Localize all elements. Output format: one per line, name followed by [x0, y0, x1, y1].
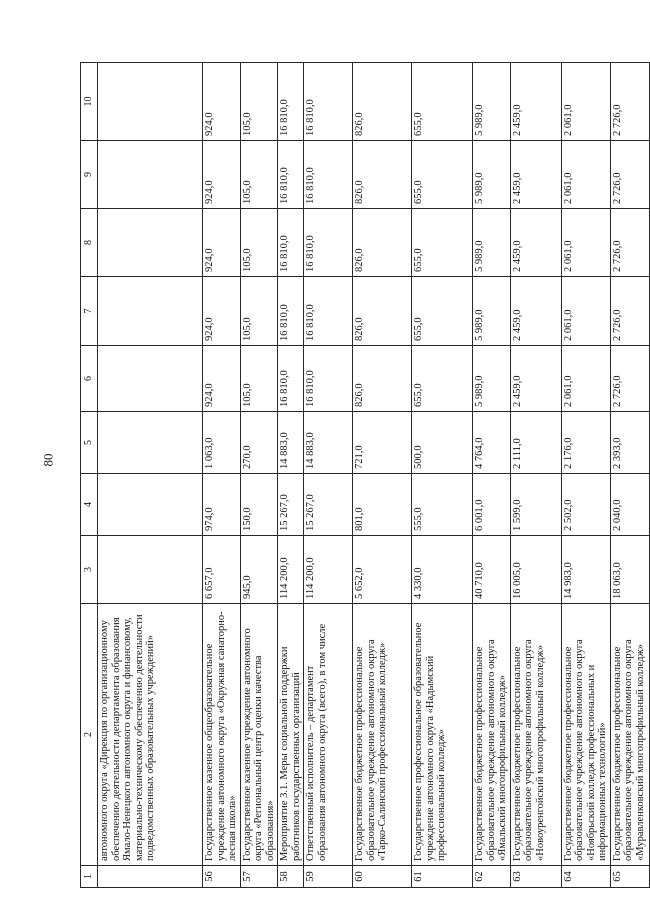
- cell-col6: 2 061,0: [561, 346, 610, 412]
- cell-col10: 2 459,0: [510, 63, 561, 141]
- cell-col3: [98, 536, 203, 604]
- row-name: Государственное бюджетное профессиональное образовательное учреждение автономного округа «Муравленковский многопрофильный колледж»: [610, 604, 649, 866]
- cell-col9: 2 459,0: [510, 141, 561, 209]
- cell-col6: 826,0: [353, 346, 412, 412]
- row-number: 58: [278, 866, 304, 888]
- cell-col9: 2 061,0: [561, 141, 610, 209]
- cell-col10: 826,0: [353, 63, 412, 141]
- cell-col4: 2 502,0: [561, 474, 610, 536]
- cell-col7: 5 989,0: [473, 277, 511, 346]
- cell-col3: 14 983,0: [561, 536, 610, 604]
- cell-col10: 655,0: [412, 63, 473, 141]
- cell-col3: 114 200,0: [304, 536, 353, 604]
- table-row: [203, 63, 241, 888]
- cell-col8: 2 459,0: [510, 209, 561, 277]
- header-cell: 2: [81, 604, 98, 866]
- header-cell: 4: [81, 474, 98, 536]
- cell-col3: 945,0: [240, 536, 278, 604]
- cell-col6: 16 810,0: [304, 346, 353, 412]
- cell-col10: 5 989,0: [473, 63, 511, 141]
- row-name: Государственное казенное учреждение автономного округа «Региональный центр оценки качества образования»: [240, 604, 278, 866]
- cell-col8: 924,0: [203, 209, 241, 277]
- cell-col3: 18 063,0: [610, 536, 649, 604]
- cell-col9: 16 810,0: [278, 141, 304, 209]
- page-number: 80: [40, 453, 56, 467]
- cell-col7: 16 810,0: [278, 277, 304, 346]
- row-number: 59: [304, 866, 353, 888]
- header-cell: 9: [81, 141, 98, 209]
- cell-col10: 16 810,0: [304, 63, 353, 141]
- row-name: автономного округа «Дирекция по организационному обеспечению деятельности департамента образования Ямало-Ненецкого автономного округа и финансовому, материально-техническому обеспечению деятельности подведомственных образовательных учреждений»: [98, 604, 203, 866]
- cell-col6: 2 459,0: [510, 346, 561, 412]
- cell-col8: [98, 209, 203, 277]
- cell-col3: 5 652,0: [353, 536, 412, 604]
- cell-col7: 826,0: [353, 277, 412, 346]
- row-number: 57: [240, 866, 278, 888]
- cell-col8: 16 810,0: [304, 209, 353, 277]
- cell-col5: 2 393,0: [610, 412, 649, 474]
- cell-col4: 1 599,0: [510, 474, 561, 536]
- table-row: [412, 63, 473, 888]
- cell-col6: 5 989,0: [473, 346, 511, 412]
- cell-col9: 2 726,0: [610, 141, 649, 209]
- cell-col8: 2 061,0: [561, 209, 610, 277]
- row-name: Мероприятие 3.1. Меры социальной поддержки работников государственных организаций: [278, 604, 304, 866]
- cell-col5: 270,0: [240, 412, 278, 474]
- cell-col10: 2 726,0: [610, 63, 649, 141]
- row-number: 61: [412, 866, 473, 888]
- cell-col3: 114 200,0: [278, 536, 304, 604]
- cell-col8: 16 810,0: [278, 209, 304, 277]
- cell-col9: 16 810,0: [304, 141, 353, 209]
- cell-col5: 1 063,0: [203, 412, 241, 474]
- table-row: [561, 63, 610, 888]
- header-row: [81, 63, 98, 888]
- cell-col4: 150,0: [240, 474, 278, 536]
- cell-col8: 826,0: [353, 209, 412, 277]
- cell-col4: 801,0: [353, 474, 412, 536]
- cell-col6: 2 726,0: [610, 346, 649, 412]
- cell-col5: [98, 412, 203, 474]
- header-cell: 6: [81, 346, 98, 412]
- cell-col5: 721,0: [353, 412, 412, 474]
- cell-col6: 16 810,0: [278, 346, 304, 412]
- row-number: 64: [561, 866, 610, 888]
- row-number: 60: [353, 866, 412, 888]
- cell-col4: 15 267,0: [278, 474, 304, 536]
- cell-col6: 105,0: [240, 346, 278, 412]
- cell-col6: 924,0: [203, 346, 241, 412]
- cell-col6: [98, 346, 203, 412]
- cell-col7: 105,0: [240, 277, 278, 346]
- cell-col5: 2 176,0: [561, 412, 610, 474]
- cell-col5: 14 883,0: [304, 412, 353, 474]
- cell-col8: 2 726,0: [610, 209, 649, 277]
- rotated-table-container: [80, 63, 646, 888]
- cell-col4: 555,0: [412, 474, 473, 536]
- cell-col8: 5 989,0: [473, 209, 511, 277]
- cell-col9: 924,0: [203, 141, 241, 209]
- cell-col4: 6 001,0: [473, 474, 511, 536]
- table-row: [304, 63, 353, 888]
- cell-col4: 974,0: [203, 474, 241, 536]
- cell-col10: 16 810,0: [278, 63, 304, 141]
- header-cell: 8: [81, 209, 98, 277]
- row-name: Государственное бюджетное профессиональное образовательное учреждение автономного округа «Новоуренгойский многопрофильный колледж»: [510, 604, 561, 866]
- cell-col5: 4 764,0: [473, 412, 511, 474]
- row-number: 63: [510, 866, 561, 888]
- cell-col10: 105,0: [240, 63, 278, 141]
- cell-col5: 14 883,0: [278, 412, 304, 474]
- cell-col8: 105,0: [240, 209, 278, 277]
- table-row: [610, 63, 649, 888]
- cell-col7: 16 810,0: [304, 277, 353, 346]
- table-row: [240, 63, 278, 888]
- header-cell: 1: [81, 866, 98, 888]
- cell-col8: 655,0: [412, 209, 473, 277]
- cell-col4: 15 267,0: [304, 474, 353, 536]
- table-row: [353, 63, 412, 888]
- cell-col5: 500,0: [412, 412, 473, 474]
- row-name: Государственное казенное общеобразовательное учреждение автономного округа «Окружная санаторно-лесная школа»: [203, 604, 241, 866]
- cell-col3: 6 657,0: [203, 536, 241, 604]
- cell-col4: 2 040,0: [610, 474, 649, 536]
- cell-col7: 2 459,0: [510, 277, 561, 346]
- row-name: Государственное бюджетное профессиональное образовательное учреждение автономного округа «Ямальский многопрофильный колледж»: [473, 604, 511, 866]
- cell-col7: 655,0: [412, 277, 473, 346]
- table-row: [278, 63, 304, 888]
- cell-col10: 924,0: [203, 63, 241, 141]
- cell-col10: 2 061,0: [561, 63, 610, 141]
- header-cell: 3: [81, 536, 98, 604]
- header-cell: 7: [81, 277, 98, 346]
- cell-col3: 40 710,0: [473, 536, 511, 604]
- cell-col9: 105,0: [240, 141, 278, 209]
- cell-col7: 2 061,0: [561, 277, 610, 346]
- table-row: [473, 63, 511, 888]
- cell-col3: 4 330,0: [412, 536, 473, 604]
- cell-col5: 2 111,0: [510, 412, 561, 474]
- table-row: [510, 63, 561, 888]
- header-cell: 10: [81, 63, 98, 141]
- cell-col10: [98, 63, 203, 141]
- cell-col7: 2 726,0: [610, 277, 649, 346]
- row-name: Государственное профессиональное образовательное учреждение автономного округа «Надымский профессиональный колледж»: [412, 604, 473, 866]
- cell-col7: 924,0: [203, 277, 241, 346]
- row-name: Государственное бюджетное профессиональное образовательное учреждение автономного округа «Ноябрьский колледж профессиональных и информационных технологий»: [561, 604, 610, 866]
- cell-col4: [98, 474, 203, 536]
- row-number: 62: [473, 866, 511, 888]
- row-name: Государственное бюджетное профессиональное образовательное учреждение автономного округа «Тарко-Салинский профессиональный колледж»: [353, 604, 412, 866]
- cell-col3: 16 005,0: [510, 536, 561, 604]
- cell-col9: 655,0: [412, 141, 473, 209]
- row-number: 65: [610, 866, 649, 888]
- row-number: 56: [203, 866, 241, 888]
- cell-col9: 826,0: [353, 141, 412, 209]
- row-name: Ответственный исполнитель – департамент образования автономного округа (всего), в том числе: [304, 604, 353, 866]
- header-cell: 5: [81, 412, 98, 474]
- cell-col6: 655,0: [412, 346, 473, 412]
- budget-table: [80, 62, 650, 888]
- table-row: [98, 63, 203, 888]
- cell-col7: [98, 277, 203, 346]
- cell-col9: 5 989,0: [473, 141, 511, 209]
- cell-col9: [98, 141, 203, 209]
- row-number: [98, 866, 203, 888]
